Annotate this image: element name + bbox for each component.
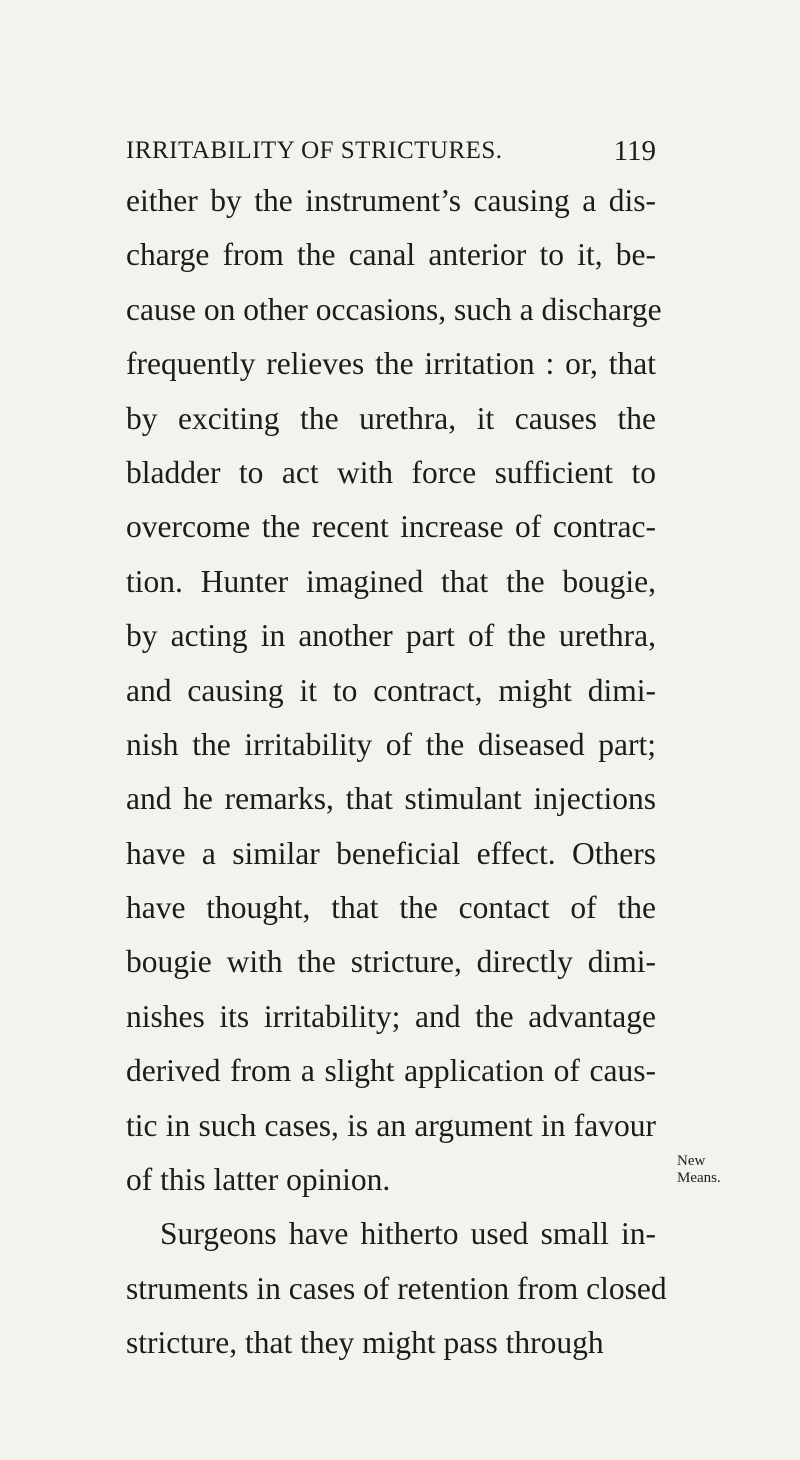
marginal-note-line: Means. [677, 1170, 721, 1186]
paragraph-start-line: Surgeons have hitherto used small in- [160, 1216, 656, 1252]
text-line: struments in cases of retention from closed [126, 1270, 667, 1306]
text-line: either by the instrument’s causing a dis- [126, 183, 656, 218]
text-line: and he remarks, that stimulant injections [126, 781, 656, 817]
text-line: by acting in another part of the urethra, [126, 618, 656, 654]
body-text [126, 174, 667, 1371]
page-header [126, 134, 656, 168]
text-line: have thought, that the contact of the [126, 890, 656, 926]
page-number: 119 [613, 135, 656, 167]
running-head: IRRITABILITY OF STRICTURES. [126, 137, 503, 164]
marginal-note-line: New [677, 1153, 706, 1169]
text-line: tion. Hunter imagined that the bougie, [126, 563, 656, 599]
text-line: derived from a slight application of caus- [126, 1053, 656, 1089]
text-line: charge from the canal anterior to it, be- [126, 237, 656, 273]
text-line: cause on other occasions, such a discharge [126, 291, 662, 327]
text-line: frequently relieves the irritation : or, that [126, 346, 656, 382]
text-line: bladder to act with force sufficient to [126, 454, 656, 490]
text-line: overcome the recent increase of contrac- [126, 509, 656, 545]
text-line: nishes its irritability; and the advantage [126, 998, 656, 1034]
text-line: nish the irritability of the diseased part; [126, 726, 656, 762]
marginal-note [677, 1153, 747, 1187]
text-line: have a similar beneficial effect. Others [126, 835, 656, 871]
text-line: tic in such cases, is an argument in favour [126, 1107, 656, 1143]
text-line: stricture, that they might pass through [126, 1325, 604, 1361]
text-line: by exciting the urethra, it causes the [126, 400, 656, 436]
text-line: bougie with the stricture, directly dimi- [126, 944, 656, 980]
text-line: and causing it to contract, might dimi- [126, 672, 656, 708]
paragraph-end-line: of this latter opinion. [126, 1162, 391, 1198]
